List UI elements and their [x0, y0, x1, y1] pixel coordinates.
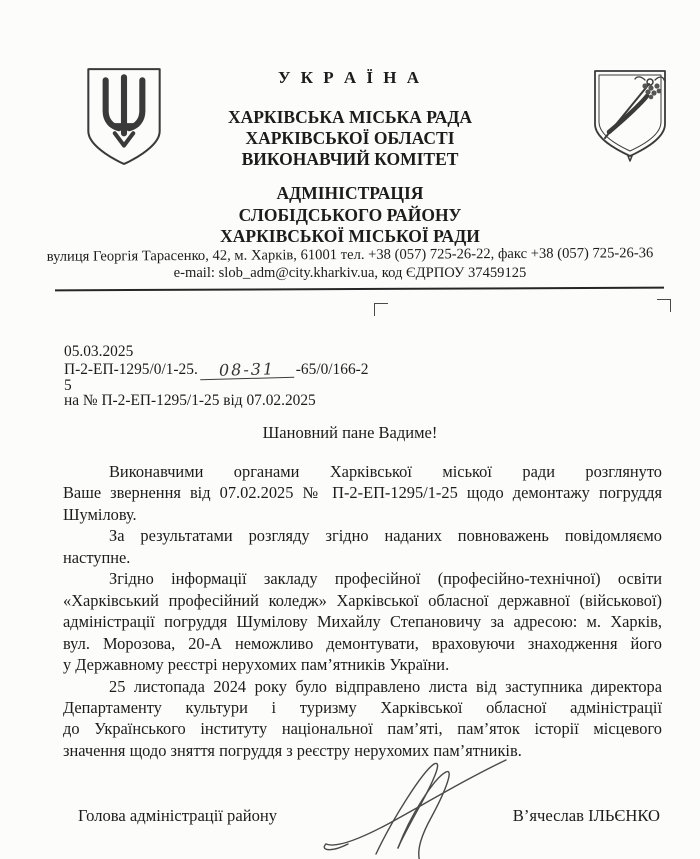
body-line: Департаменту культури і туризму Харківської обласної адміністрації	[63, 697, 662, 717]
handwritten-signature-icon	[318, 750, 518, 859]
outgoing-number-row	[64, 360, 368, 378]
admin-line: АДМІНІСТРАЦІЯ	[276, 183, 424, 203]
body-line: наступне.	[63, 547, 131, 567]
organization-name	[120, 107, 580, 170]
body-line: 25 листопада 2024 року було відправлено листа від заступника директора	[109, 676, 662, 696]
admin-line: СЛОБІДСЬКОГО РАЙОНУ	[238, 204, 462, 225]
postal-address: вулиця Георгія Тарасенко, 42, м. Харків, 61001 тел. +38 (057) 725-26-22, факс +38 (057) 725-26-36	[46, 245, 654, 265]
signature-row	[78, 806, 660, 826]
body-line: до Українського інституту національної пам’яті, пам’яток історії місцевого	[63, 719, 662, 739]
body-line: Шумілову.	[63, 504, 137, 524]
outgoing-number-prefix: П-2-ЕП-1295/0/1-25.	[64, 361, 198, 378]
org-line: ХАРКІВСЬКА МІСЬКА РАДА	[227, 107, 473, 127]
body-line: За результатами розгляду згідно наданих повноважень повідомляємо	[109, 526, 662, 546]
signer-position: Голова адміністрації району	[78, 806, 278, 825]
letter-body	[63, 461, 662, 761]
reply-to-reference: на № П-2-ЕП-1295/1-25 від 07.02.2025	[64, 392, 316, 409]
admin-line: ХАРКІВСЬКОЇ МІСЬКОЇ РАДИ	[220, 226, 480, 246]
letterhead-divider	[55, 287, 664, 292]
body-line: Виконавчими органами Харківської міської ради розглянуто	[109, 462, 662, 481]
body-line: Ваше звернення від 07.02.2025 № П-2-ЕП-1295/1-25 щодо демонтажу погруддя	[63, 483, 662, 503]
administration-name	[120, 183, 580, 248]
body-line: вул. Морозова, 20-А неможливо демонтувати, враховуючи знаходження його	[63, 633, 662, 653]
body-line: у Державному реєстрі нерухомих пам’ятників України.	[63, 655, 450, 675]
body-line: значення щодо зняття погруддя з реєстру нерухомих пам’ятників.	[63, 740, 522, 760]
number-wrap-digit: 5	[64, 376, 72, 394]
addressee-corner-mark-left	[374, 303, 388, 316]
country-title: У К Р А Ї Н А	[277, 68, 423, 87]
handwritten-registration-number: 08-31	[200, 361, 294, 380]
outgoing-number-suffix: -65/0/166-2	[295, 361, 369, 378]
body-line: «Харківський професійний коледж» Харківської обласної державної (військової)	[63, 590, 662, 610]
letter-date: 05.03.2025	[64, 343, 134, 360]
signer-name: В’ячеслав ІЛЬЄНКО	[512, 806, 660, 825]
reference-block	[64, 344, 368, 409]
org-line: ВИКОНАВЧИЙ КОМІТЕТ	[241, 149, 459, 169]
salutation: Шановний пане Вадиме!	[262, 423, 438, 442]
body-line: Згідно інформації закладу професійної (професійно-технічної) освіти	[109, 569, 662, 589]
body-line: адміністрації погруддя Шумілову Михайлу Степановичу за адресою: м. Харків,	[63, 612, 662, 632]
org-line: ХАРКІВСЬКОЇ ОБЛАСТІ	[245, 128, 455, 148]
email-and-edrpou: e-mail: slob_adm@city.kharkiv.ua, код ЄДРПОУ 37459125	[173, 265, 527, 281]
addressee-corner-mark-right	[657, 299, 671, 312]
